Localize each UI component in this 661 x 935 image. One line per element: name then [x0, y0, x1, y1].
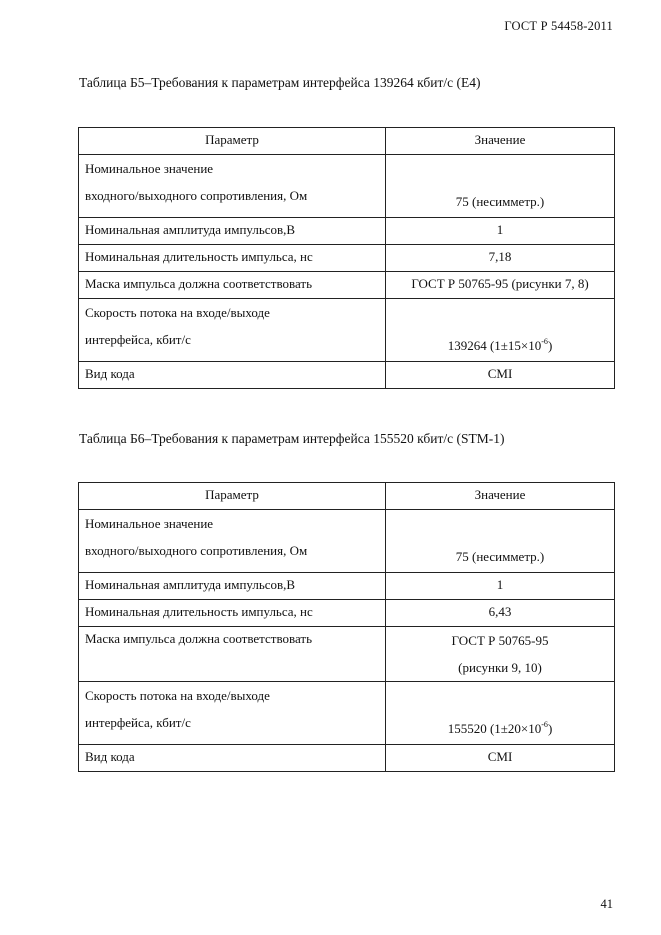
value-cell: CMI: [386, 362, 615, 389]
table-header-row: [79, 483, 615, 510]
parameter-line: интерфейса, кбит/с: [85, 715, 191, 730]
value-tail: ): [547, 721, 553, 736]
value-cell: [386, 299, 615, 362]
parameter-line: Номинальное значение: [85, 161, 214, 176]
table-row: [79, 600, 615, 627]
column-header-value: Значение: [386, 483, 615, 510]
parameter-line: Скорость потока на входе/выходе: [85, 305, 270, 320]
parameter-line: входного/выходного сопротивления, Ом: [85, 543, 308, 558]
parameter-cell: Номинальная длительность импульса, нс: [79, 245, 386, 272]
parameter-line: Номинальное значение: [85, 516, 214, 531]
value-cell: 1: [386, 573, 615, 600]
table-row: [79, 155, 615, 218]
parameter-line: интерфейса, кбит/с: [85, 332, 191, 347]
table-b5-caption: Таблица Б5–Требования к параметрам интерфейса 139264 кбит/с (E4): [79, 75, 481, 90]
column-header-parameter: Параметр: [79, 483, 386, 510]
value-exponent: -6: [541, 720, 548, 729]
parameter-cell: Маска импульса должна соответствовать: [79, 627, 386, 682]
value-line: (рисунки 9, 10): [458, 660, 542, 675]
table-b6-caption: Таблица Б6–Требования к параметрам интерфейса 155520 кбит/с (STM-1): [79, 431, 505, 446]
value-cell: 75 (несимметр.): [386, 155, 615, 218]
value-cell: CMI: [386, 745, 615, 772]
parameter-line: входного/выходного сопротивления, Ом: [85, 188, 308, 203]
parameter-cell: [79, 510, 386, 573]
parameter-cell: [79, 299, 386, 362]
parameter-cell: Номинальная длительность импульса, нс: [79, 600, 386, 627]
value-cell: 75 (несимметр.): [386, 510, 615, 573]
table-row: [79, 510, 615, 573]
value-cell: 7,18: [386, 245, 615, 272]
value-main: 139264 (1±15×10: [447, 338, 542, 353]
page-number: 41: [600, 897, 613, 911]
table-b6: [78, 482, 615, 772]
parameter-cell: Вид кода: [79, 362, 386, 389]
table-row: [79, 245, 615, 272]
table-row: [79, 299, 615, 362]
parameter-cell: Маска импульса должна соответствовать: [79, 272, 386, 299]
table-row: [79, 627, 615, 682]
parameter-cell: [79, 682, 386, 745]
table-b5: [78, 127, 615, 389]
value-cell: 6,43: [386, 600, 615, 627]
table-row: [79, 272, 615, 299]
table-row: [79, 682, 615, 745]
value-tail: ): [547, 338, 553, 353]
column-header-value: Значение: [386, 128, 615, 155]
parameter-line: Скорость потока на входе/выходе: [85, 688, 270, 703]
table-row: [79, 745, 615, 772]
table-row: [79, 573, 615, 600]
parameter-cell: Вид кода: [79, 745, 386, 772]
table-row: [79, 362, 615, 389]
parameter-cell: Номинальная амплитуда импульсов,В: [79, 573, 386, 600]
column-header-parameter: Параметр: [79, 128, 386, 155]
value-exponent: -6: [541, 337, 548, 346]
table-row: [79, 218, 615, 245]
value-cell: 1: [386, 218, 615, 245]
value-cell: ГОСТ Р 50765-95 (рисунки 7, 8): [386, 272, 615, 299]
value-line: ГОСТ Р 50765-95: [451, 633, 549, 648]
parameter-cell: Номинальная амплитуда импульсов,В: [79, 218, 386, 245]
value-cell: [386, 627, 615, 682]
document-id: ГОСТ Р 54458-2011: [504, 19, 613, 33]
value-main: 155520 (1±20×10: [447, 721, 542, 736]
table-header-row: [79, 128, 615, 155]
value-cell: [386, 682, 615, 745]
parameter-cell: [79, 155, 386, 218]
